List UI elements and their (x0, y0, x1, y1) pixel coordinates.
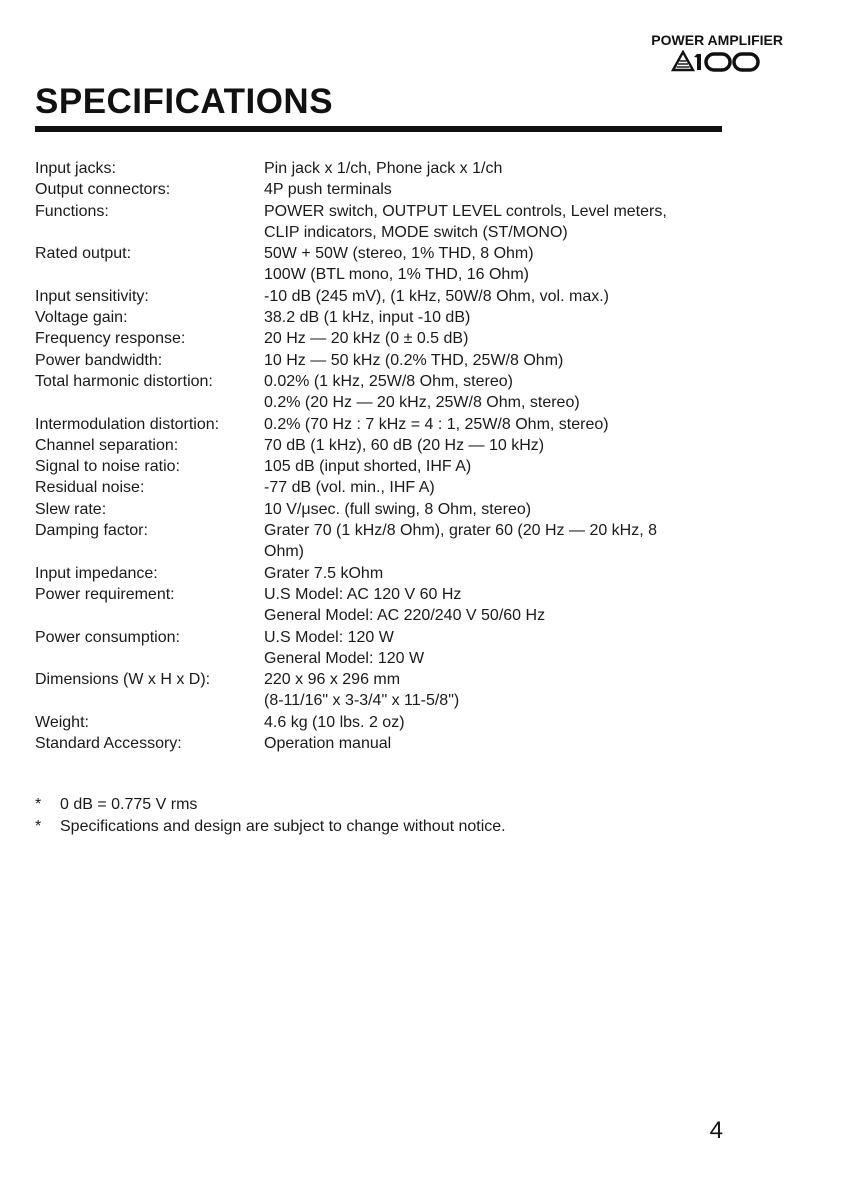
spec-value-line: 100W (BTL mono, 1% THD, 16 Ohm) (264, 266, 529, 284)
spec-value-line: -77 dB (vol. min., IHF A) (264, 479, 435, 497)
product-category: POWER AMPLIFIER (651, 32, 783, 48)
spec-value-line: General Model: AC 220/240 V 50/60 Hz (264, 607, 546, 625)
spec-row (35, 584, 755, 627)
spec-value-line: Operation manual (264, 735, 392, 753)
spec-row (35, 520, 755, 563)
spec-label: Power bandwidth: (35, 351, 163, 369)
spec-value-line: 4.6 kg (10 lbs. 2 oz) (264, 713, 405, 731)
spec-label: Standard Accessory: (35, 735, 182, 753)
spec-value-line: 0.02% (1 kHz, 25W/8 Ohm, stereo) (264, 372, 513, 390)
spec-value (264, 414, 755, 435)
note-marker: * (35, 818, 42, 835)
spec-value (264, 243, 755, 286)
spec-value-line: 220 x 96 x 296 mm (264, 671, 401, 689)
note-item (35, 794, 506, 816)
spec-row (35, 158, 755, 179)
spec-value (264, 371, 755, 414)
spec-value-line: Grater 70 (1 kHz/8 Ohm), grater 60 (20 Hz — 20 kHz, 8 (264, 522, 658, 540)
spec-value-line: Grater 7.5 kOhm (264, 564, 384, 582)
spec-value-line: 0.2% (70 Hz : 7 kHz = 4 : 1, 25W/8 Ohm, stereo) (264, 415, 609, 433)
spec-value (264, 563, 755, 584)
spec-label: Damping factor: (35, 522, 148, 540)
spec-value-line: 4P push terminals (264, 181, 392, 199)
spec-label: Total harmonic distortion: (35, 372, 213, 390)
spec-value (264, 350, 755, 371)
spec-label: Rated output: (35, 245, 132, 263)
model-logo (671, 50, 763, 72)
spec-value (264, 307, 755, 328)
spec-row (35, 307, 755, 328)
spec-value (264, 435, 755, 456)
spec-value-line: 20 Hz — 20 kHz (0 ± 0.5 dB) (264, 330, 469, 348)
spec-value-line: CLIP indicators, MODE switch (ST/MONO) (264, 223, 568, 241)
spec-value (264, 733, 755, 754)
spec-value (264, 627, 755, 670)
spec-table-body (35, 158, 755, 754)
spec-row (35, 669, 755, 712)
spec-row (35, 477, 755, 498)
page-number: 4 (709, 1117, 723, 1144)
spec-value-line: Pin jack x 1/ch, Phone jack x 1/ch (264, 160, 503, 177)
spec-row (35, 499, 755, 520)
spec-value (264, 328, 755, 349)
spec-row (35, 712, 755, 733)
page-header (651, 32, 783, 72)
spec-row (35, 456, 755, 477)
spec-row (35, 435, 755, 456)
spec-row (35, 350, 755, 371)
spec-value-line: 50W + 50W (stereo, 1% THD, 8 Ohm) (264, 245, 534, 263)
spec-row (35, 414, 755, 435)
spec-value-line: 70 dB (1 kHz), 60 dB (20 Hz — 10 kHz) (264, 436, 545, 454)
spec-value (264, 179, 755, 200)
spec-label: Voltage gain: (35, 309, 128, 327)
spec-value (264, 520, 755, 563)
spec-value-line: U.S Model: 120 W (264, 628, 394, 646)
spec-row (35, 286, 755, 307)
spec-value-line: Ohm) (264, 543, 304, 561)
spec-label: Power consumption: (35, 628, 180, 646)
spec-row (35, 201, 755, 244)
spec-label: Input sensitivity: (35, 287, 149, 305)
spec-value (264, 712, 755, 733)
spec-value (264, 158, 755, 179)
spec-value-line: 0.2% (20 Hz — 20 kHz, 25W/8 Ohm, stereo) (264, 394, 580, 412)
spec-label: Dimensions (W x H x D): (35, 671, 211, 689)
spec-label: Intermodulation distortion: (35, 415, 220, 433)
spec-label: Frequency response: (35, 330, 186, 348)
note-text: 0 dB = 0.775 V rms (60, 796, 198, 813)
spec-table (35, 158, 755, 754)
spec-value-line: 10 Hz — 50 kHz (0.2% THD, 25W/8 Ohm) (264, 351, 564, 369)
spec-value-line: U.S Model: AC 120 V 60 Hz (264, 585, 462, 603)
spec-label: Output connectors: (35, 181, 171, 199)
spec-row (35, 627, 755, 670)
spec-row (35, 243, 755, 286)
spec-label: Functions: (35, 202, 109, 220)
spec-label: Signal to noise ratio: (35, 458, 180, 476)
spec-row (35, 371, 755, 414)
notes (35, 794, 506, 838)
spec-row (35, 328, 755, 349)
spec-label: Input impedance: (35, 564, 158, 582)
spec-label: Input jacks: (35, 160, 116, 177)
spec-value (264, 456, 755, 477)
spec-value (264, 201, 755, 244)
spec-value-line: 10 V/μsec. (full swing, 8 Ohm, stereo) (264, 500, 532, 518)
spec-label: Weight: (35, 713, 89, 731)
spec-value-line: (8-11/16" x 3-3/4" x 11-5/8") (264, 692, 460, 710)
spec-value-line: General Model: 120 W (264, 649, 425, 667)
note-marker: * (35, 796, 42, 813)
spec-value (264, 477, 755, 498)
spec-row (35, 563, 755, 584)
spec-value (264, 669, 755, 712)
spec-row (35, 179, 755, 200)
note-text: Specifications and design are subject to change without notice. (60, 818, 506, 835)
spec-label: Power requirement: (35, 585, 175, 603)
spec-value (264, 584, 755, 627)
spec-row (35, 733, 755, 754)
spec-value (264, 499, 755, 520)
spec-label: Slew rate: (35, 500, 107, 518)
title-rule (35, 126, 722, 132)
spec-value-line: 38.2 dB (1 kHz, input -10 dB) (264, 309, 471, 327)
spec-value-line: -10 dB (245 mV), (1 kHz, 50W/8 Ohm, vol. max.) (264, 287, 609, 305)
spec-label: Channel separation: (35, 436, 179, 454)
spec-value-line: POWER switch, OUTPUT LEVEL controls, Level meters, (264, 202, 667, 220)
spec-value-line: 105 dB (input shorted, IHF A) (264, 458, 472, 476)
spec-label: Residual noise: (35, 479, 145, 497)
spec-value (264, 286, 755, 307)
page-title: SPECIFICATIONS (35, 82, 334, 121)
note-item (35, 816, 506, 838)
